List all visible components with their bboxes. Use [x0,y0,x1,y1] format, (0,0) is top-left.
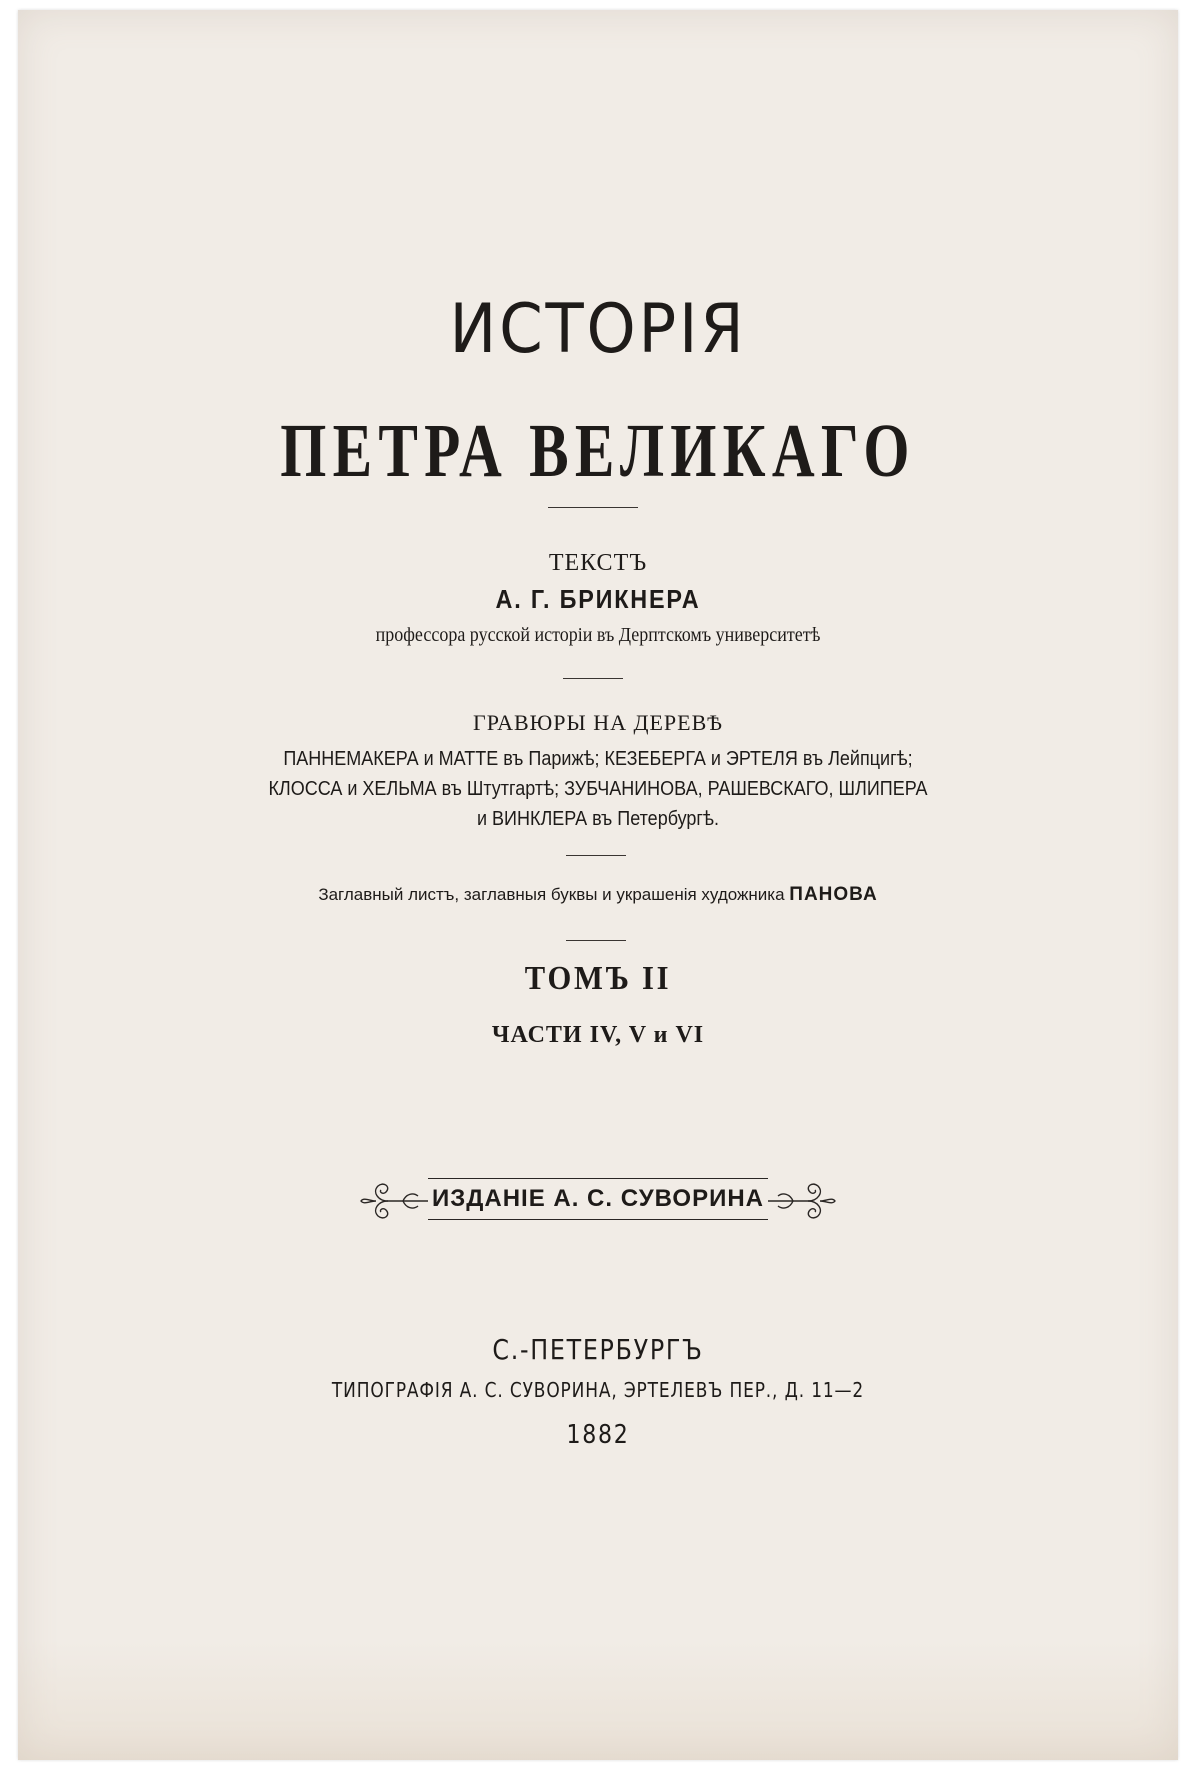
volume-number: ТОМЪ II [524,960,672,997]
publisher-banner [358,1172,838,1230]
author-name: А. Г. БРИКНЕРА [495,584,701,614]
scroll-ornament-right-icon [768,1172,838,1230]
imprint-year: 1882 [566,1420,630,1450]
artist-name: ПАНОВА [789,884,878,905]
title-page [18,10,1178,1760]
engravings-line: КЛОССА и ХЕЛЬМА въ Штутгартѣ; ЗУБЧАНИНОВА, РАШЕВСКАГО, ШЛИПЕРА [268,778,928,800]
scroll-ornament-left-icon [358,1172,428,1230]
volume-parts: ЧАСТИ IV, V и VI [491,1022,705,1048]
publisher-label: ИЗДАНІЕ А. С. СУВОРИНА [428,1178,768,1220]
divider-rule [566,855,626,856]
credit-text: Заглавный листъ, заглавныя буквы и украшенія художника [318,885,790,904]
engravings-line: и ВИНКЛЕРА въ Петербургѣ. [476,808,720,830]
title-line-2: ПЕТРА ВЕЛИКАГО [280,409,916,493]
imprint-press: ТИПОГРАФІЯ А. С. СУВОРИНА, ЭРТЕЛЕВЪ ПЕР., Д. 11—2 [331,1378,865,1402]
text-label: ТЕКСТЪ [548,550,648,576]
title-line-1: ИСТОРІЯ [449,290,747,369]
engravings-line: ПАННЕМАКЕРА и МАТТЕ въ Парижѣ; КЕЗЕБЕРГА и ЭРТЕЛЯ въ Лейпцигѣ; [283,748,913,770]
author-position: профессора русской исторіи въ Дерптскомъ университетѣ [375,624,821,646]
artist-credit [18,884,1178,906]
divider-rule [566,940,626,941]
divider-rule [563,678,623,679]
divider-rule [548,507,638,508]
imprint-city: С.-ПЕТЕРБУРГЪ [492,1333,704,1366]
engravings-title: ГРАВЮРЫ НА ДЕРЕВѢ [472,710,724,735]
